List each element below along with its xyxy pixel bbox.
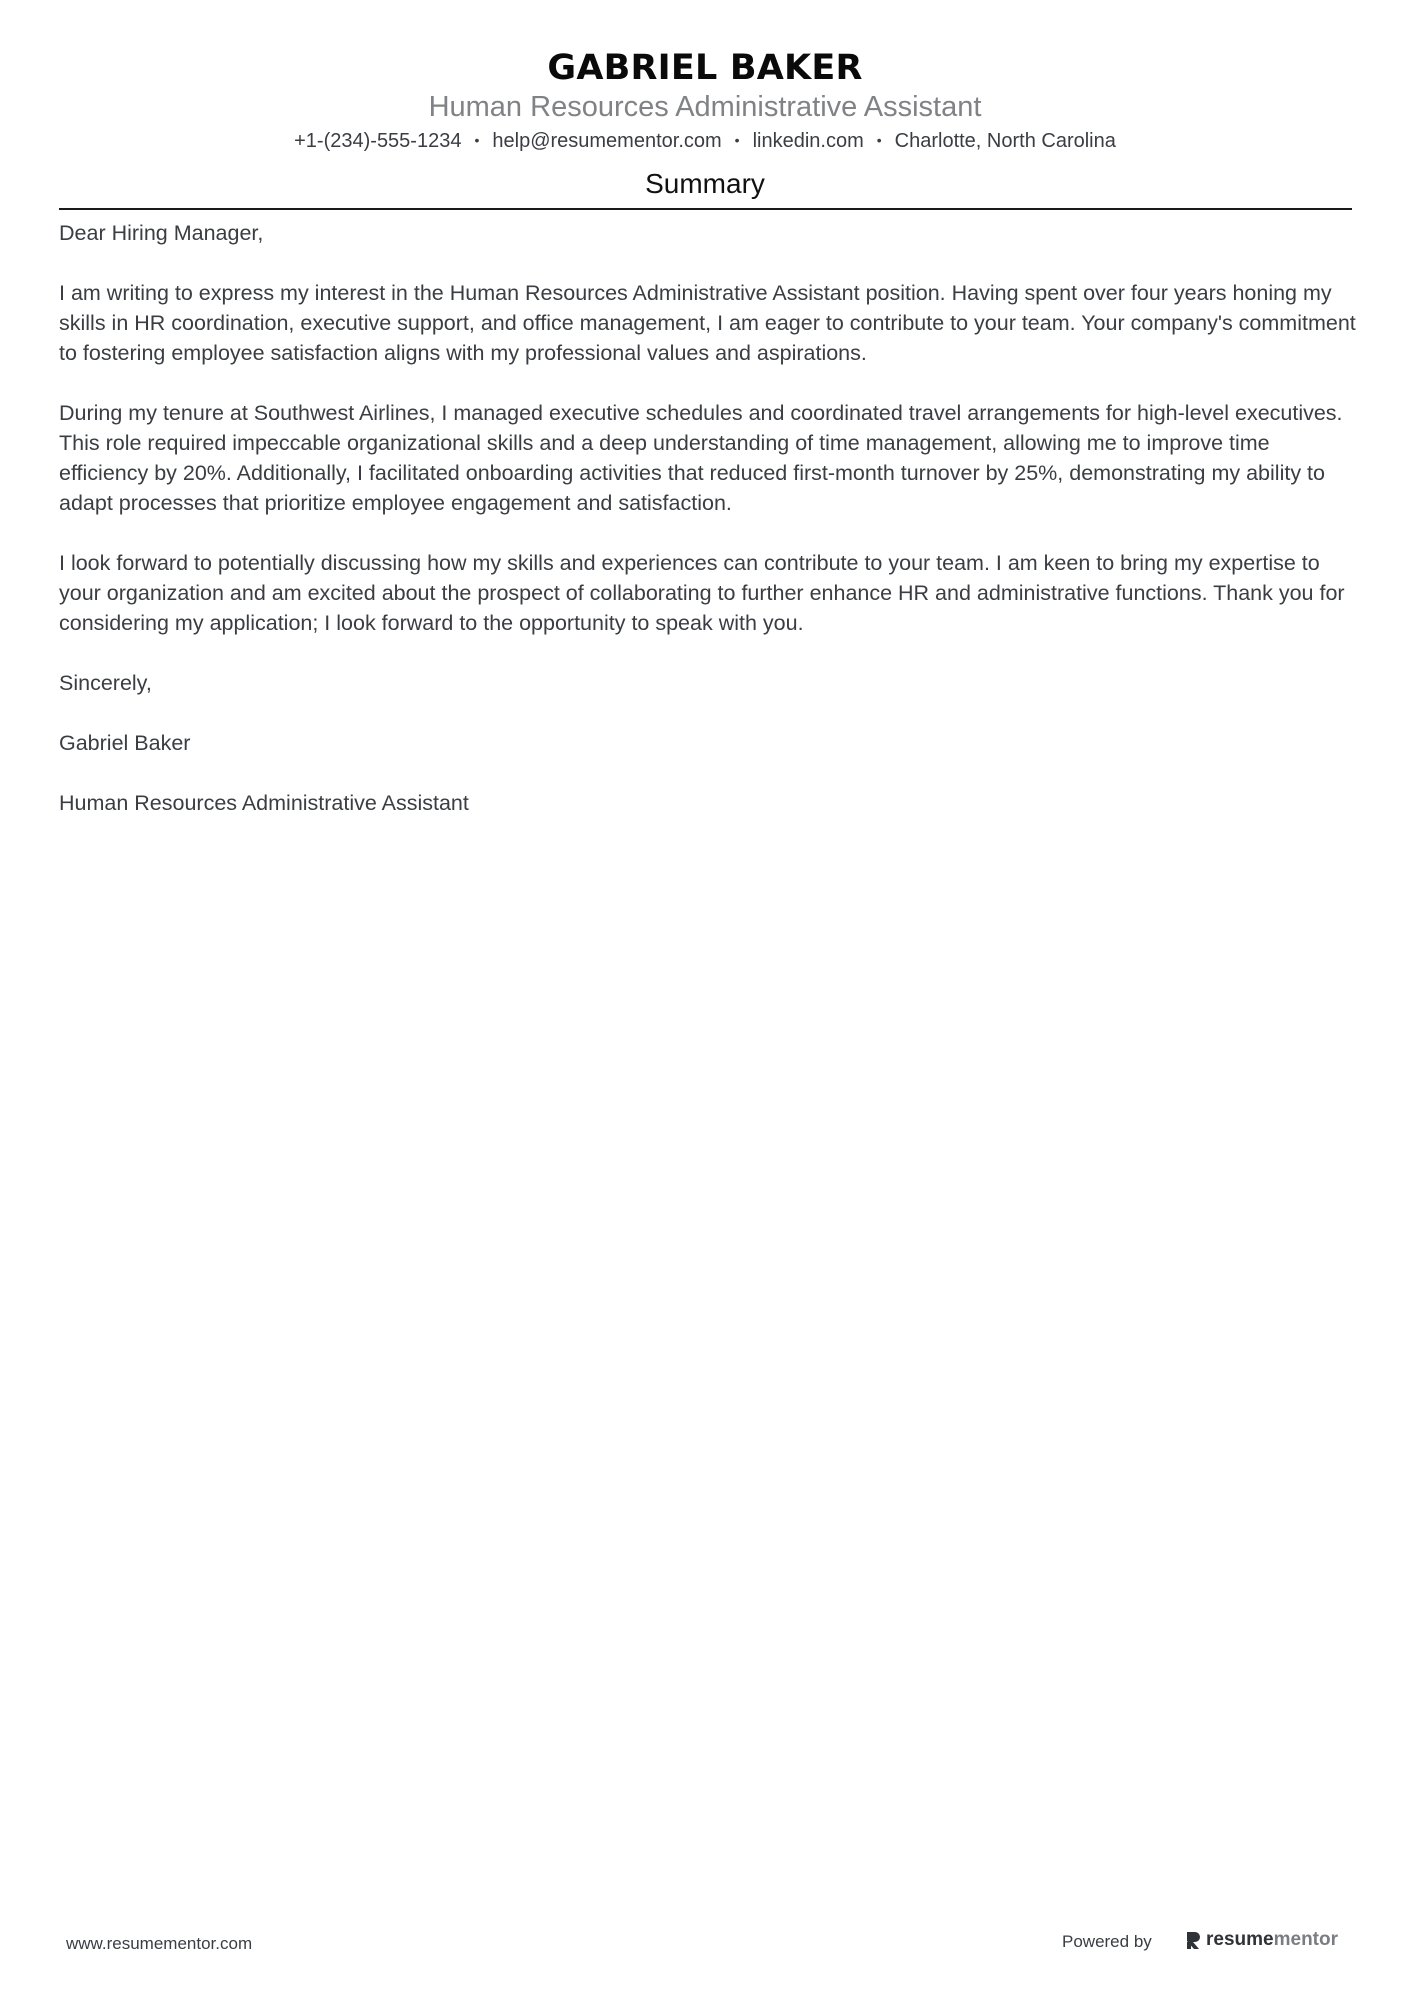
separator-dot: •: [734, 132, 740, 148]
section-title: Summary: [645, 168, 765, 199]
greeting: Dear Hiring Manager,: [59, 221, 264, 245]
resumementor-logo-icon: [1184, 1930, 1202, 1950]
job-title: Human Resources Administrative Assistant: [428, 91, 982, 123]
separator-dot: •: [876, 132, 882, 148]
brand-logo[interactable]: [1184, 1929, 1338, 1951]
contact-line: [0, 126, 1410, 155]
powered-by-label: Powered by: [1062, 1932, 1152, 1951]
linkedin[interactable]: linkedin.com: [752, 130, 864, 152]
section-divider: [59, 208, 1352, 210]
signature-name: Gabriel Baker: [59, 731, 191, 755]
paragraph: I am writing to express my interest in the Human Resources Administrative Assistant position. Having spent over four years honing my skills in HR coordination, executive support, and office management, I am eager to contribute to your team. Your company's commitment to fostering employee satisfaction aligns with my professional values and aspirations.: [59, 281, 1356, 365]
phone: +1-(234)-555-1234: [294, 130, 462, 152]
separator-dot: •: [474, 132, 480, 148]
header: [0, 44, 1410, 155]
brand-name-light: mentor: [1273, 1929, 1339, 1950]
signature-title: Human Resources Administrative Assistant: [59, 791, 469, 815]
candidate-name: GABRIEL BAKER: [547, 48, 863, 88]
paragraph: I look forward to potentially discussing how my skills and experiences can contribute to your team. I am keen to bring my expertise to your organization and am excited about the prospect of collaborating to further enhance HR and administrative functions. Thank you for considering my application; I look forward to the opportunity to speak with you.: [59, 551, 1345, 635]
letter-body: [59, 218, 1359, 848]
email[interactable]: help@resumementor.com: [492, 130, 722, 152]
paragraph: During my tenure at Southwest Airlines, I managed executive schedules and coordinated travel arrangements for high-level executives. This role required impeccable organizational skills and a deep understanding of time management, allowing me to improve time efficiency by 20%. Additionally, I facilitated onboarding activities that reduced first-month turnover by 25%, demonstrating my ability to adapt processes that prioritize employee engagement and satisfaction.: [59, 401, 1343, 515]
location: Charlotte, North Carolina: [894, 130, 1116, 152]
footer-url[interactable]: www.resumementor.com: [66, 1934, 253, 1953]
closing: Sincerely,: [59, 671, 152, 695]
brand-name-bold: resume: [1206, 1929, 1274, 1950]
